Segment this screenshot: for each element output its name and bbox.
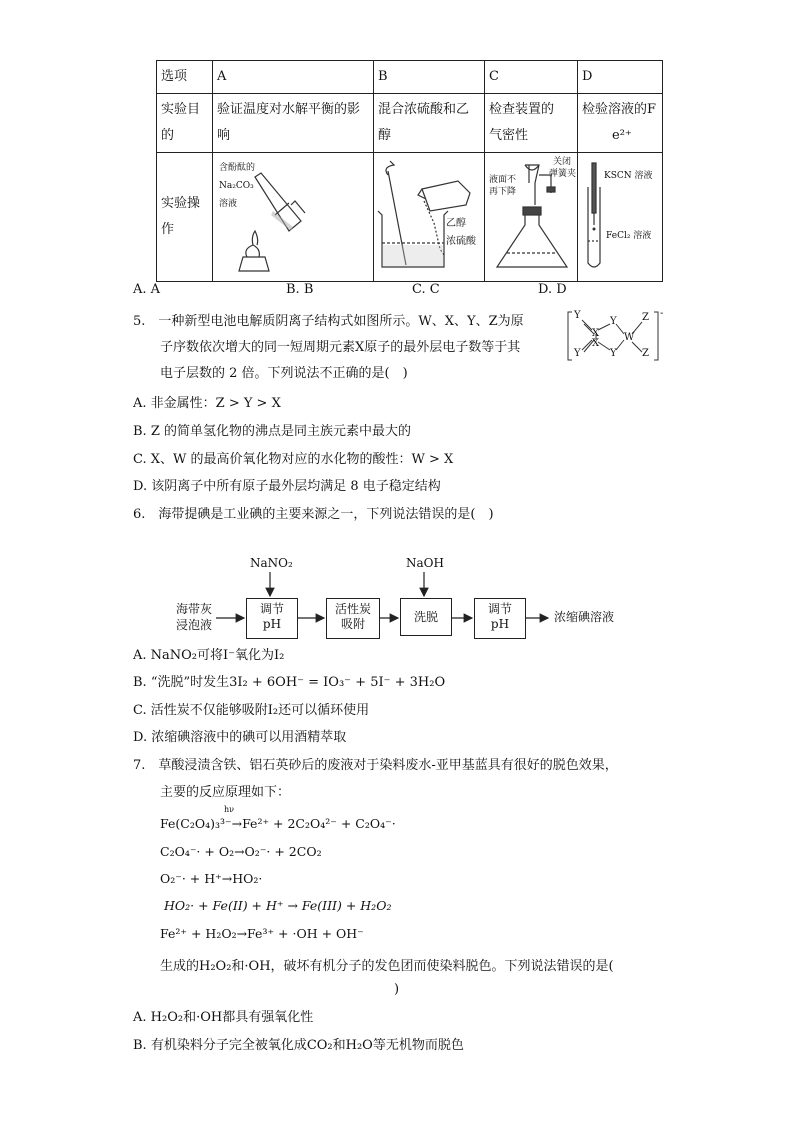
table-cell <box>578 94 663 153</box>
question-7-stem-line: 主要的反应原理如下： <box>160 785 291 800</box>
step-line: pH <box>262 617 282 631</box>
cell-line: 作 <box>161 222 175 237</box>
table-cell <box>485 94 578 153</box>
ill-label: 溶液 <box>219 199 238 209</box>
question-7-option-b: B. 有机染料分子完全被氧化成CO₂和H₂O等无机物而脱色 <box>133 1038 464 1053</box>
airtight-check-illustration <box>485 153 577 281</box>
ill-label: 再下降 <box>489 187 517 197</box>
cell-line: e²⁺ <box>612 128 632 143</box>
ill-label: 关闭 <box>553 157 572 167</box>
flow-start-line: 海带灰 <box>176 602 213 616</box>
flow-step-box <box>400 598 452 636</box>
cell-line: 气密性 <box>489 128 529 143</box>
step-line: 洗脱 <box>413 610 438 624</box>
table-cell <box>374 153 485 282</box>
reagent-label: NaNO₂ <box>250 556 293 570</box>
experiment-table <box>156 60 663 282</box>
question-7-option-a: A. H₂O₂和·OH都具有强氧化性 <box>133 1010 314 1025</box>
question-5-stem-line: 5. 一种新型电池电解质阴离子结构式如图所示。W、X、Y、Z为原 <box>133 314 524 329</box>
table-cell <box>157 94 213 153</box>
table-cell <box>157 153 213 282</box>
table-header-cell: C <box>485 61 578 94</box>
flow-step-box <box>474 598 526 639</box>
question-5-stem-line: 电子层数的 2 倍。下列说法不正确的是( ) <box>160 366 408 381</box>
cell-line: 检查装置的 <box>489 102 555 117</box>
atom-label: X <box>592 338 600 349</box>
question-5-option-b: B. Z 的简单氢化物的沸点是同主族元素中最大的 <box>133 424 411 439</box>
atom-label: W <box>624 332 635 343</box>
ill-label: Na₂CO₃ <box>219 181 254 191</box>
atom-label: X <box>592 328 600 339</box>
ill-label: 乙醇 <box>446 218 466 229</box>
ill-label: 弹簧夹 <box>549 169 577 179</box>
cell-line: 验证温度对水解平衡的影 <box>217 102 361 117</box>
choice-d: D. D <box>538 282 567 297</box>
step-line: 吸附 <box>340 617 365 631</box>
atom-label: Y <box>574 348 581 359</box>
question-6-option-c: C. 活性炭不仅能够吸附I₂还可以循环使用 <box>133 703 370 718</box>
question-7-summary: 生成的H₂O₂和·OH，破坏有机分子的发色团而使染料脱色。下列说法错误的是( <box>160 959 614 974</box>
ill-label: FeCl₂ 溶液 <box>606 231 652 241</box>
question-5-option-d: D. 该阴离子中所有原子最外层均满足 8 电子稳定结构 <box>133 479 441 494</box>
table-cell <box>374 94 485 153</box>
cell-line: 实验目 <box>161 102 201 117</box>
pouring-beaker-illustration <box>374 153 484 281</box>
table-row-purpose <box>157 94 663 153</box>
table-row-operation <box>157 153 663 282</box>
ill-label: 液面不 <box>489 175 517 185</box>
atom-label: Y <box>610 316 617 327</box>
step-line: 调节 <box>259 602 284 616</box>
beaker-drawing <box>374 153 484 281</box>
step-line: 调节 <box>487 602 512 616</box>
question-5-option-a: A. 非金属性：Z > Y > X <box>133 396 281 411</box>
question-6-option-d: D. 浓缩碘溶液中的碘可以用酒精萃取 <box>133 730 347 745</box>
test-tube-flame-drawing <box>213 153 373 281</box>
cell-line: 检验溶液的F <box>582 102 657 117</box>
flow-step-box <box>326 598 380 639</box>
cell-line: 混合浓硫酸和乙 <box>378 102 470 117</box>
atom-label: Z <box>642 348 649 359</box>
table-header-cell: 选项 <box>157 61 213 94</box>
question-6-option-a: A. NaNO₂可将I⁻氧化为I₂ <box>133 648 285 663</box>
question-6-stem: 6. 海带提碘是工业碘的主要来源之一，下列说法错误的是( ) <box>133 507 494 522</box>
flow-start-line: 浸泡液 <box>176 618 213 632</box>
question-7-stem-line: 7. 草酸浸渍含铁、铝石英砂后的废液对于染料废水-亚甲基蓝具有很好的脱色效果， <box>133 758 618 773</box>
table-header-cell: D <box>578 61 663 94</box>
charge-label: - <box>660 308 664 319</box>
step-line: 活性炭 <box>334 602 371 616</box>
cell-line: 实验操 <box>161 196 201 211</box>
table-cell <box>213 153 374 282</box>
table-header-cell: A <box>213 61 374 94</box>
atom-label: Y <box>610 348 617 359</box>
atom-label: Y <box>574 310 581 321</box>
question-5-stem-line: 子序数依次增大的同一短周期元素X原子的最外层电子数等于其 <box>160 340 521 355</box>
iodine-flow-diagram <box>170 550 640 640</box>
choice-a: A. A <box>133 282 161 297</box>
table-cell <box>485 153 578 282</box>
heating-test-tube-illustration <box>213 153 373 281</box>
question-5-option-c: C. X、W 的最高价氧化物对应的水化物的酸性：W > X <box>133 452 454 467</box>
cell-line: 响 <box>217 128 231 143</box>
flow-end: 浓缩碘溶液 <box>554 610 615 624</box>
equation-5: Fe²⁺ + H₂O₂→Fe³⁺ + ·OH + OH⁻ <box>160 926 364 941</box>
cell-line: 醇 <box>378 128 392 143</box>
equation-1: Fe(C₂O₄)₃³⁻→Fe²⁺ + 2C₂O₄²⁻ + C₂O₄⁻· <box>160 816 396 831</box>
table-header-cell: B <box>374 61 485 94</box>
ill-label: KSCN 溶液 <box>604 171 653 181</box>
table-header-row <box>157 61 663 94</box>
table-cell <box>578 153 663 282</box>
reagent-label: NaOH <box>406 556 444 570</box>
equation-2: C₂O₄⁻· + O₂→O₂⁻· + 2CO₂ <box>160 844 322 859</box>
dropper-test-tube-illustration <box>578 153 662 281</box>
ill-label: 含酚酞的 <box>219 163 256 173</box>
flask-drawing <box>485 153 577 281</box>
equation-3: O₂⁻· + H⁺→HO₂· <box>160 871 263 886</box>
question-7-close-paren: ) <box>394 982 400 997</box>
choice-b: B. B <box>286 282 314 297</box>
question-6-option-b: B. “洗脱”时发生3I₂ + 6OH⁻ = IO₃⁻ + 5I⁻ + 3H₂O <box>133 675 446 690</box>
atom-label: Z <box>642 312 649 323</box>
equation-4: HO₂· + Fe(II) + H⁺ → Fe(III) + H₂O₂ <box>164 898 392 913</box>
ill-label: 浓硫酸 <box>446 236 476 247</box>
step-line: pH <box>490 617 510 631</box>
tube-drawing <box>578 153 662 281</box>
cell-line: 的 <box>161 128 175 143</box>
anion-structure <box>566 308 666 364</box>
light-label: hν <box>224 805 235 814</box>
choice-c: C. C <box>412 282 440 297</box>
table-cell <box>213 94 374 153</box>
flow-step-box <box>246 598 298 639</box>
